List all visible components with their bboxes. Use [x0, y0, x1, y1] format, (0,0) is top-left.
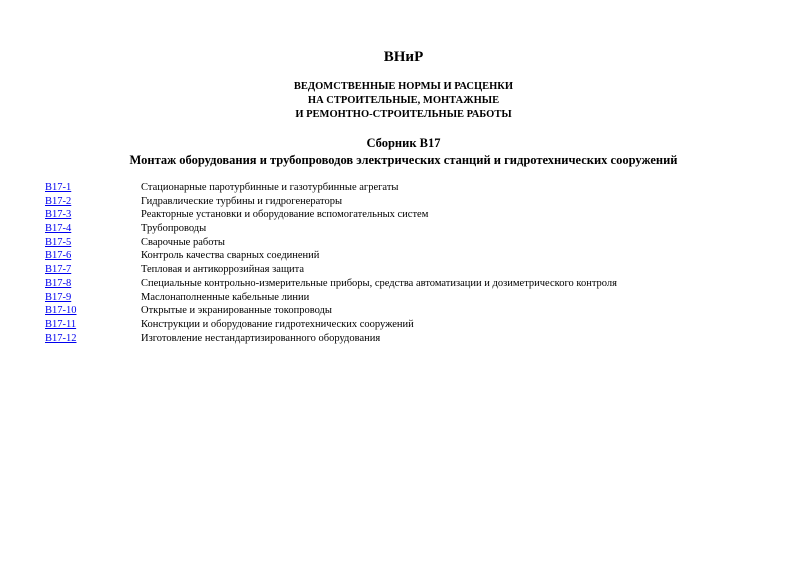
- toc-row: [45, 332, 785, 346]
- toc-item-title: Стационарные паротурбинные и газотурбинные агрегаты: [141, 182, 399, 193]
- collection-title: Сборник В17: [366, 136, 441, 150]
- toc-link-b17-6[interactable]: В17-6: [45, 250, 72, 262]
- toc-link-b17-5[interactable]: В17-5: [45, 236, 72, 248]
- document-subtitle: [0, 80, 807, 122]
- toc-item-title: Открытые и экранированные токопроводы: [141, 305, 332, 317]
- toc-item-title: Трубопроводы: [141, 223, 207, 235]
- toc-row: [45, 222, 785, 236]
- collection-subtitle: Монтаж оборудования и трубопроводов электрических станций и гидротехнических сооружений: [129, 153, 678, 167]
- toc-item-title: Гидравлические турбины и гидрогенераторы: [141, 195, 343, 207]
- toc-link-b17-11[interactable]: В17-11: [45, 318, 77, 330]
- toc-item-title: Изготовление нестандартизированного оборудования: [141, 332, 381, 344]
- subtitle-line: И РЕМОНТНО-СТРОИТЕЛЬНЫЕ РАБОТЫ: [295, 109, 512, 120]
- toc-item-title: Сварочные работы: [141, 236, 225, 248]
- toc-item-title: Специальные контрольно-измерительные приборы, средства автоматизации и дозиметрического контроля: [141, 277, 617, 289]
- toc-row: [45, 181, 785, 195]
- document-title: ВНиР: [383, 49, 424, 65]
- toc-row: [45, 291, 785, 305]
- toc-row: [45, 236, 785, 250]
- toc-row: [45, 249, 785, 263]
- toc-row: [45, 318, 785, 332]
- toc-link-b17-2[interactable]: В17-2: [45, 195, 72, 207]
- subtitle-line: НА СТРОИТЕЛЬНЫЕ, МОНТАЖНЫЕ: [307, 95, 500, 106]
- toc-link-b17-3[interactable]: В17-3: [45, 209, 72, 221]
- toc-link-b17-10[interactable]: В17-10: [45, 305, 77, 317]
- toc-row: [45, 263, 785, 277]
- toc-item-title: Контроль качества сварных соединений: [141, 250, 320, 262]
- toc-row: [45, 277, 785, 291]
- toc-link-b17-4[interactable]: В17-4: [45, 223, 72, 235]
- toc-row: [45, 304, 785, 318]
- toc-link-b17-1[interactable]: В17-1: [45, 182, 72, 193]
- subtitle-line: ВЕДОМСТВЕННЫЕ НОРМЫ И РАСЦЕНКИ: [293, 81, 514, 92]
- toc-link-b17-7[interactable]: В17-7: [45, 264, 72, 276]
- toc-item-title: Конструкции и оборудование гидротехнических сооружений: [141, 318, 414, 330]
- toc-item-title: Маслонаполненные кабельные линии: [141, 291, 310, 303]
- toc-item-title: Реакторные установки и оборудование вспомогательных систем: [141, 209, 429, 221]
- toc-row: [45, 208, 785, 222]
- table-of-contents: [45, 181, 785, 345]
- toc-link-b17-12[interactable]: В17-12: [45, 332, 77, 344]
- toc-item-title: Тепловая и антикоррозийная защита: [141, 264, 305, 276]
- toc-link-b17-9[interactable]: В17-9: [45, 291, 72, 303]
- toc-link-b17-8[interactable]: В17-8: [45, 277, 72, 289]
- toc-row: [45, 195, 785, 209]
